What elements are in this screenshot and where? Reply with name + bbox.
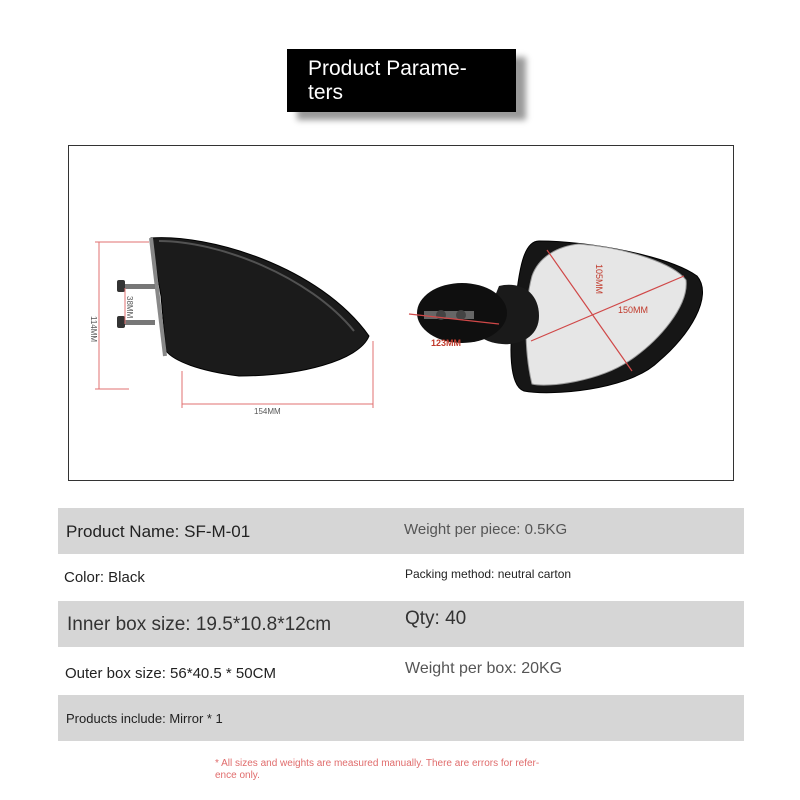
table-row — [58, 695, 744, 741]
spec-weight-per-piece: Weight per piece: 0.5KG — [404, 521, 568, 538]
dim-diagonal-label: 123MM — [431, 338, 462, 348]
spec-table — [58, 508, 744, 741]
dim-height-label: 114MM — [89, 316, 98, 343]
dim-bolt-spacing-label: 38MM — [125, 296, 134, 319]
table-row — [58, 508, 744, 554]
spec-products-include: Products include: Mirror * 1 — [66, 711, 223, 726]
spec-packing-method: Packing method: neutral carton — [405, 567, 572, 581]
table-row — [58, 554, 744, 601]
spec-outer-box-size: Outer box size: 56*40.5 * 50CM — [65, 665, 276, 682]
title-banner — [287, 49, 516, 112]
footnote: * All sizes and weights are measured manually. There are errors for refer- ence only. — [215, 758, 540, 781]
dim-mirror-width-label: 150MM — [618, 305, 649, 315]
product-photo — [69, 146, 733, 480]
mirror-front-view — [417, 241, 703, 393]
product-photo-frame — [68, 145, 734, 481]
spec-color: Color: Black — [64, 569, 145, 586]
spec-inner-box-size: Inner box size: 19.5*10.8*12cm — [67, 614, 332, 635]
dim-width-label: 154MM — [254, 407, 281, 416]
spec-weight-per-box: Weight per box: 20KG — [405, 660, 563, 677]
dim-mirror-height-label: 105MM — [594, 264, 604, 295]
table-row — [58, 647, 744, 695]
spec-product-name: Product Name: SF-M-01 — [66, 522, 251, 541]
spec-qty: Qty: 40 — [405, 608, 467, 629]
mirror-side-view — [117, 238, 369, 376]
page-title: Product Parame- ters — [308, 57, 467, 104]
table-row — [58, 601, 744, 647]
